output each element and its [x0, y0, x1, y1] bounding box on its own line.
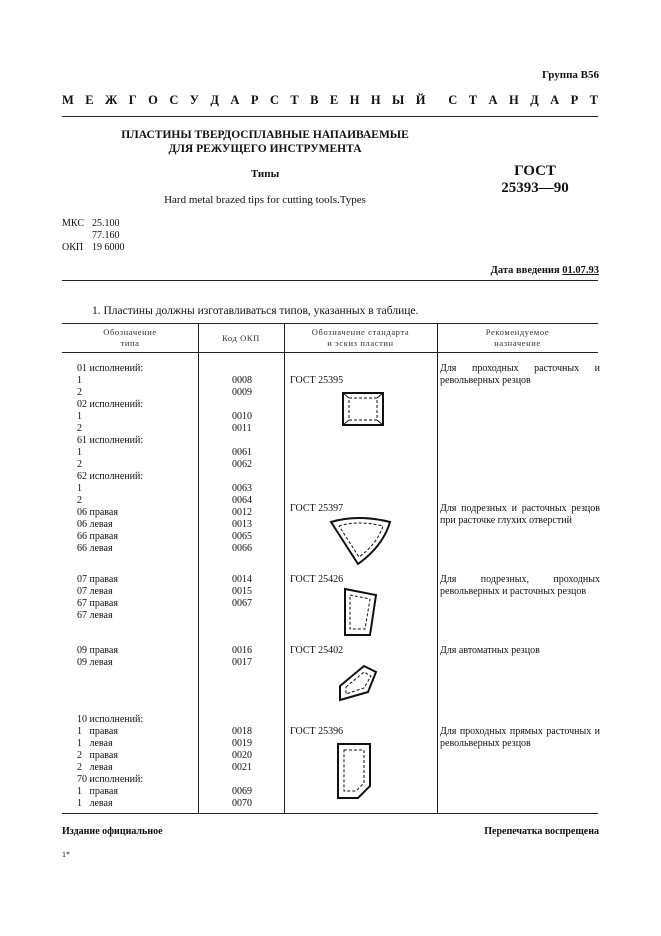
okp-code: 0016	[232, 645, 252, 656]
purpose-text: Для проходных прямых расточных и револьверных резцов	[440, 726, 600, 749]
tip-sketch-pentagonal	[336, 660, 382, 704]
header-text: типа	[120, 338, 140, 348]
heading-letter: У	[189, 93, 199, 107]
title-line-2: ДЛЯ РЕЖУЩЕГО ИНСТРУМЕНТА	[168, 143, 362, 155]
heading-letter: М	[62, 93, 74, 107]
heading-letter: С	[169, 93, 179, 107]
table-column-divider	[198, 323, 199, 813]
type-designation: 67 правая	[77, 598, 118, 609]
standard-ref: ГОСТ 25402	[290, 645, 344, 656]
title-line-1: ПЛАСТИНЫ ТВЕРДОСПЛАВНЫЕ НАПАИВАЕМЫЕ	[121, 129, 409, 141]
type-designation: 62 исполнений:	[77, 471, 144, 482]
heading-letter: Н	[370, 93, 381, 107]
header-text: Обозначение стандарта	[311, 327, 410, 337]
table-bottom-border	[62, 813, 598, 814]
okp-code	[232, 399, 252, 411]
type-designation: 1 левая	[77, 738, 113, 749]
okp-code	[232, 774, 252, 786]
type-designation: 1	[77, 447, 82, 458]
table-top-border	[62, 323, 598, 324]
okp-code: 0008	[232, 375, 252, 386]
okp-code	[232, 435, 252, 447]
header-purpose	[437, 327, 598, 349]
type-designation: 1 правая	[77, 786, 118, 797]
okp-code: 0020	[232, 750, 252, 761]
okp-code: 0013	[232, 519, 252, 530]
heading-letter: Р	[250, 93, 259, 107]
type-designation: 07 правая	[77, 574, 118, 585]
paragraph-1: 1. Пластины должны изготавливаться типов, указанных в таблице.	[92, 305, 419, 317]
mks-value: 25.100	[92, 218, 120, 229]
types-subtitle: Типы	[250, 168, 280, 180]
type-designation: 2	[77, 387, 82, 398]
heading-letter: Т	[290, 93, 299, 107]
type-list	[77, 645, 118, 669]
mks-label: МКС	[62, 218, 84, 229]
header-text: Рекомендуемое	[485, 327, 550, 337]
okp-code	[232, 363, 252, 375]
classification-codes	[62, 218, 125, 254]
page-mark: 1*	[62, 850, 70, 859]
table-column-divider	[437, 323, 438, 813]
header-standard	[284, 327, 437, 349]
tip-sketch-trapezoid	[340, 585, 380, 639]
purpose-text: Для автоматных резцов	[440, 645, 540, 656]
heading-letter: Т	[468, 93, 478, 107]
okp-label: ОКП	[62, 242, 84, 253]
heading-letter: А	[488, 93, 498, 107]
heading-letter: Е	[329, 93, 339, 107]
header-okp: Код ОКП	[222, 333, 260, 343]
type-designation: 61 исполнений:	[77, 435, 144, 446]
code-list	[232, 574, 252, 622]
gost-label: ГОСТ	[514, 163, 556, 179]
okp-code: 0063	[232, 483, 252, 494]
purpose-text: Для проходных расточных и револьверных резцов	[440, 363, 600, 386]
type-designation: 1	[77, 375, 82, 386]
type-designation: 09 правая	[77, 645, 118, 656]
heading-letter: В	[310, 93, 319, 107]
group-code: Группа В56	[541, 69, 599, 81]
okp-code: 0012	[232, 507, 252, 518]
heading-letter: Н	[508, 93, 519, 107]
type-designation: 07 левая	[77, 586, 113, 597]
type-designation: 06 правая	[77, 507, 118, 518]
heading-letter: Й	[415, 93, 426, 107]
type-designation: 09 левая	[77, 657, 113, 668]
type-designation: 1	[77, 483, 82, 494]
okp-code: 0066	[232, 543, 252, 554]
type-designation: 66 левая	[77, 543, 113, 554]
okp-code	[232, 610, 252, 622]
tip-sketch-triangular	[328, 516, 394, 568]
heading-letter: Д	[530, 93, 539, 107]
okp-code: 0018	[232, 726, 252, 737]
table-header-border	[62, 352, 598, 353]
type-designation: 02 исполнений:	[77, 399, 144, 410]
type-designation: 2	[77, 495, 82, 506]
heading-letter: Е	[85, 93, 94, 107]
document-title	[62, 128, 468, 156]
type-designation: 2	[77, 423, 82, 434]
okp-code: 0069	[232, 786, 252, 797]
heading-letter: С	[448, 93, 458, 107]
intro-date-label: Дата введения	[490, 265, 560, 276]
heading-letter: Т	[589, 93, 598, 107]
header-text: Обозначение	[103, 327, 157, 337]
header-text: и эскиз пластин	[327, 338, 394, 348]
okp-code: 0065	[232, 531, 252, 542]
heading-letter: С	[269, 93, 279, 107]
okp-code: 0061	[232, 447, 252, 458]
heading-letter: Н	[349, 93, 360, 107]
heading-letter: А	[230, 93, 240, 107]
okp-code	[232, 471, 252, 483]
tip-sketch-rectangular	[340, 390, 386, 428]
gost-designation	[480, 163, 590, 197]
type-designation: 66 правая	[77, 531, 118, 542]
date-divider	[62, 280, 598, 281]
code-list	[232, 714, 252, 810]
okp-code: 0064	[232, 495, 252, 506]
standard-ref: ГОСТ 25396	[290, 726, 344, 737]
heading-letter: Р	[570, 93, 579, 107]
type-designation: 70 исполнений:	[77, 774, 144, 785]
code-list	[232, 363, 252, 555]
code-list	[232, 645, 252, 669]
okp-value: 19 6000	[92, 242, 125, 253]
okp-code: 0062	[232, 459, 252, 470]
okp-code: 0070	[232, 798, 252, 809]
header-designation	[62, 327, 198, 349]
standard-ref: ГОСТ 25397	[290, 503, 344, 514]
heading-letter: Ж	[105, 93, 118, 107]
heading-letter: О	[148, 93, 158, 107]
okp-code: 0011	[232, 423, 252, 434]
table-column-divider	[284, 323, 285, 813]
type-list	[77, 574, 118, 622]
type-designation: 67 левая	[77, 610, 113, 621]
type-designation: 10 исполнений:	[77, 714, 144, 725]
type-designation: 2 левая	[77, 762, 113, 773]
okp-code: 0017	[232, 657, 252, 668]
heading-letter: Д	[210, 93, 219, 107]
okp-code: 0010	[232, 411, 252, 422]
type-designation: 1 правая	[77, 726, 118, 737]
type-designation: 1 левая	[77, 798, 113, 809]
purpose-text: Для подрезных, проходных револьверных и расточных резцов	[440, 574, 600, 597]
english-title: Hard metal brazed tips for cutting tools.Types	[164, 194, 366, 206]
type-designation: 2 правая	[77, 750, 118, 761]
header-text: назначение	[494, 338, 541, 348]
footer-reprint-prohibited: Перепечатка воспрещена	[484, 826, 599, 837]
intro-date-value: 01.07.93	[562, 265, 599, 276]
purpose-text: Для подрезных и расточных резцов при расточке глухих отверстий	[440, 503, 600, 526]
okp-code	[232, 714, 252, 726]
type-list	[77, 714, 143, 810]
type-designation: 1	[77, 411, 82, 422]
type-designation: 06 левая	[77, 519, 113, 530]
okp-code: 0014	[232, 574, 252, 585]
okp-code: 0009	[232, 387, 252, 398]
tip-sketch-rectangular-chamfered	[334, 740, 374, 802]
okp-code: 0015	[232, 586, 252, 597]
gost-number: 25393—90	[501, 180, 569, 196]
type-designation: 2	[77, 459, 82, 470]
interstate-standard-heading	[62, 93, 598, 108]
mks-value: 77.160	[92, 230, 120, 241]
header-divider	[62, 116, 598, 117]
type-designation: 01 исполнений:	[77, 363, 144, 374]
standard-ref: ГОСТ 25395	[290, 375, 344, 386]
heading-letter: Ы	[392, 93, 405, 107]
heading-letter: Г	[128, 93, 137, 107]
type-list	[77, 363, 143, 555]
footer-official-edition: Издание официальное	[62, 826, 163, 837]
heading-letter: А	[550, 93, 560, 107]
intro-date	[491, 265, 599, 276]
okp-code: 0021	[232, 762, 252, 773]
okp-code: 0019	[232, 738, 252, 749]
standard-ref: ГОСТ 25426	[290, 574, 344, 585]
okp-code: 0067	[232, 598, 252, 609]
